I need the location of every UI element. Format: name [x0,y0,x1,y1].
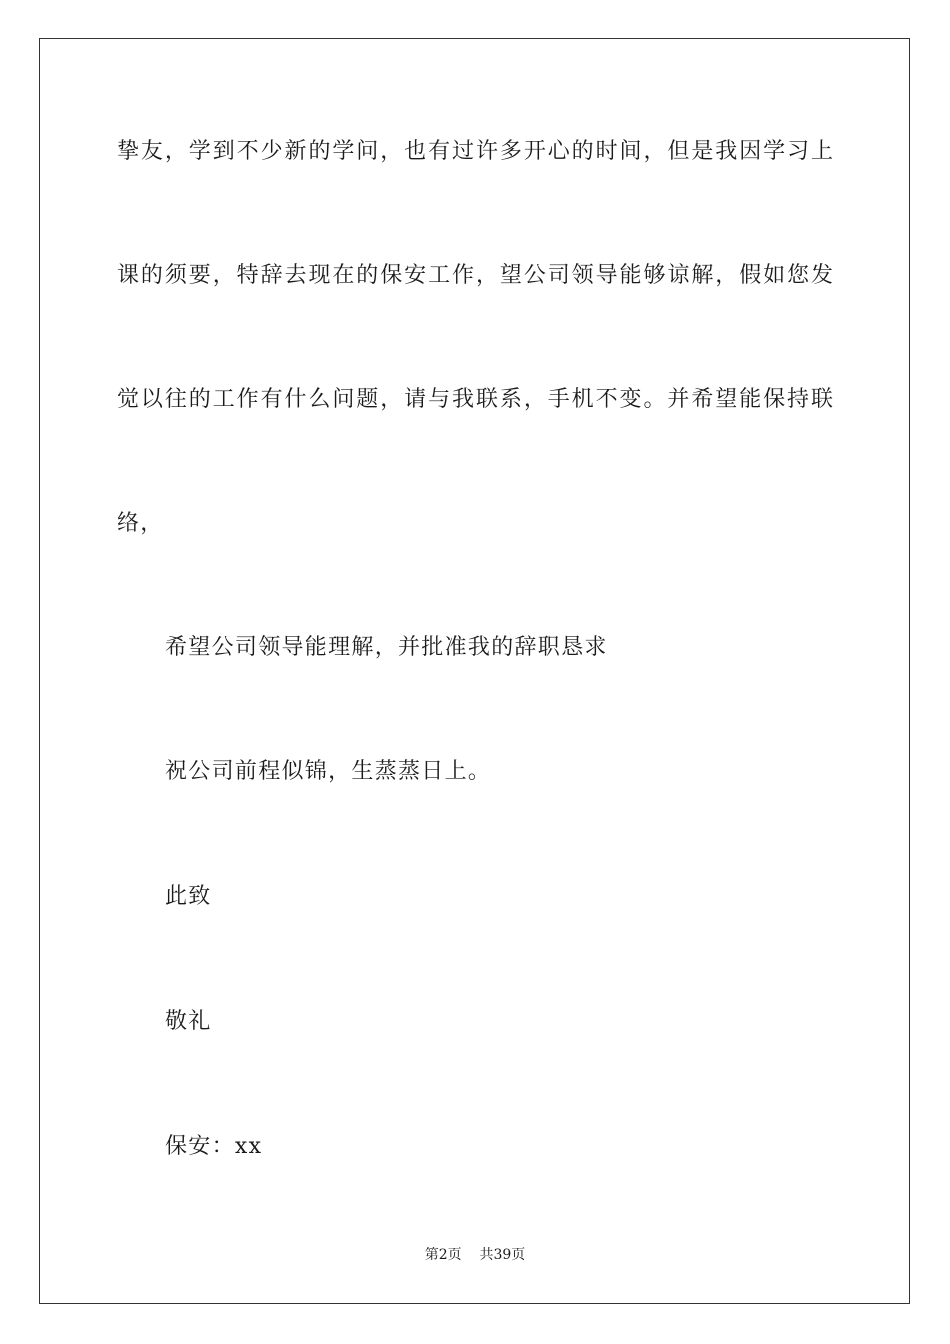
paragraph-line-2: 课的须要，特辞去现在的保安工作，望公司领导能够谅解，假如您发 [117,263,833,288]
wish-line: 祝公司前程似锦，生蒸蒸日上。 [165,759,492,784]
signature-line: 保安：xx [165,1134,263,1159]
page-border [39,38,910,1304]
salutation-line: 敬礼 [165,1009,212,1034]
closing-line: 此致 [165,884,212,909]
paragraph-line-1: 挚友，学到不少新的学问，也有过许多开心的时间，但是我因学习上 [117,139,833,164]
paragraph-line-3: 觉以往的工作有什么问题，请与我联系，手机不变。并希望能保持联 [117,387,833,412]
paragraph-line-4: 络， [117,511,164,536]
request-line: 希望公司领导能理解，并批准我的辞职恳求 [165,635,608,660]
page-number-footer: 第2页 共39页 [424,1247,526,1263]
